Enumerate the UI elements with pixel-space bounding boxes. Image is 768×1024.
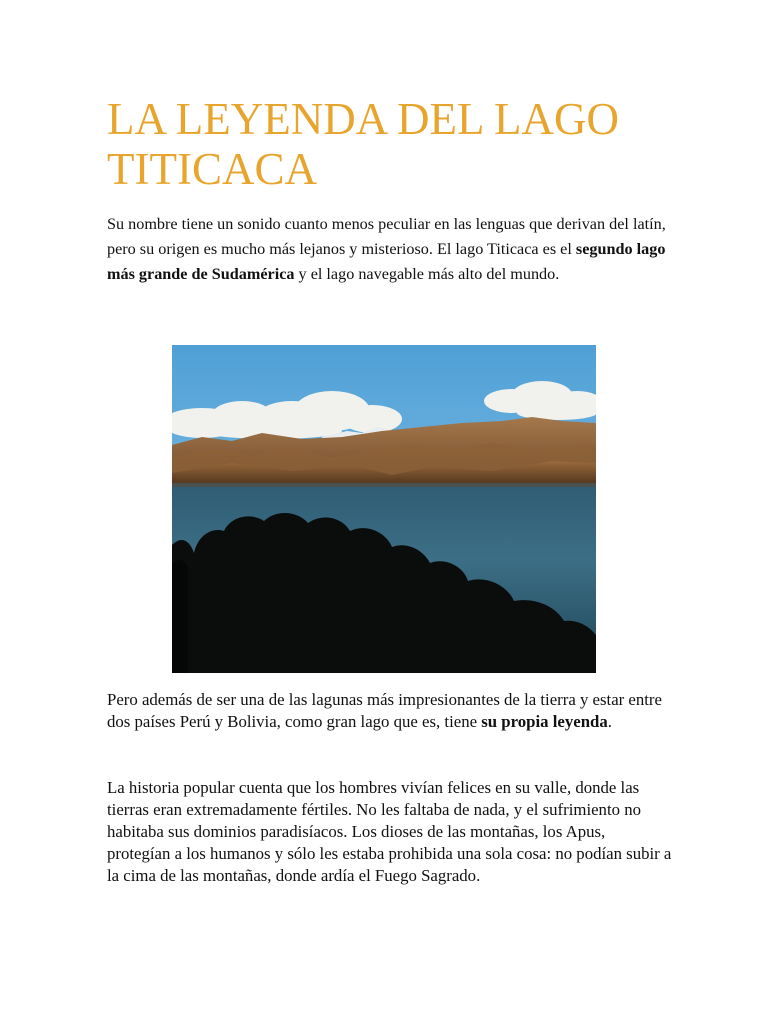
lake-titicaca-photo	[172, 345, 596, 673]
story-paragraph: La historia popular cuenta que los hombres vivían felices en su valle, donde las tierras eran extremadamente fértiles. No les faltaba de nada, y el sufrimiento no habitaba sus dominios paradisíacos. Los dioses de las montañas, los Apus, protegían a los humanos y sólo les estaba prohibida una sola cosa: no podían subir a la cima de las montañas, donde ardía el Fuego Sagrado.	[107, 778, 672, 885]
intro-text-end: y el lago navegable más alto del mundo.	[294, 265, 560, 283]
intro-paragraph	[107, 212, 667, 287]
legend-paragraph	[107, 689, 667, 733]
legend-text-start: Pero además de ser una de las lagunas más impresionantes de la tierra y estar entre dos países Perú y Bolivia, como gran lago que es, tiene	[107, 690, 662, 731]
legend-text-bold: su propia leyenda	[481, 712, 608, 731]
intro-text-start: Su nombre tiene un sonido cuanto menos peculiar en las lenguas que derivan del latín, pero su origen es mucho más lejanos y misterioso. El lago Titicaca es el	[107, 215, 666, 258]
legend-text-end: .	[607, 712, 612, 731]
intro-text-bold: segundo lago más grande de Sudamérica	[107, 240, 666, 283]
document-title: LA LEYENDA DEL LAGO TITICACA	[107, 94, 620, 194]
